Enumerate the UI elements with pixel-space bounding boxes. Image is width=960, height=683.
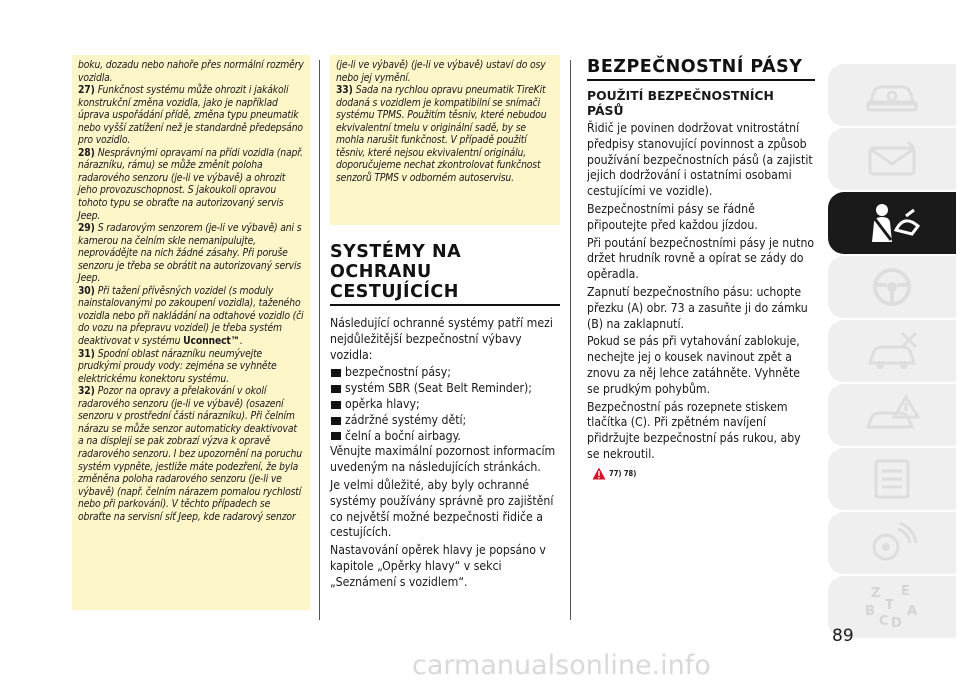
subheading-line-1: POUŽITÍ BEZPEČNOSTNÍCH <box>587 88 774 103</box>
note-text: Spodní oblast nárazníku neumývejte prudkými proudy vody: zejména se vyhněte elektrickému konektoru systému. <box>78 347 277 385</box>
index-letter: C <box>879 614 889 629</box>
note-number: 28) <box>78 146 98 159</box>
warning-note <box>78 348 304 386</box>
bullet-square-icon <box>331 385 341 393</box>
watermark: carmanualsonline.info <box>412 650 711 681</box>
index-letter: E <box>901 584 910 599</box>
list-item-text: zádržné systémy dětí; <box>345 412 467 427</box>
warning-notes-text <box>72 55 310 523</box>
warning-note <box>78 84 304 147</box>
warning-note <box>78 385 304 523</box>
warning-notes-box-1 <box>72 55 310 610</box>
index-letter: T <box>885 598 894 613</box>
column-separator-1 <box>319 60 320 620</box>
heading-line-2: CESTUJÍCÍCH <box>330 282 459 302</box>
warning-note <box>336 84 554 184</box>
tab-warning-lights[interactable] <box>828 128 956 190</box>
paragraph: Bezpečnostními pásy se řádně připoutejte před každou jízdou. <box>587 201 758 232</box>
steering-wheel-icon <box>860 265 924 309</box>
data-list-icon <box>860 457 924 501</box>
list-item <box>330 413 560 429</box>
warning-note <box>78 285 304 348</box>
protection-systems-list <box>330 365 560 444</box>
bullet-square-icon <box>331 432 341 440</box>
section-body <box>330 316 560 591</box>
alphabet-index-icon <box>857 583 927 631</box>
dashboard-car-icon <box>860 74 924 116</box>
warning-note <box>78 59 304 84</box>
paragraph: Při poutání bezpečnostními pásy je nutno držet hrudník rovně a opírat se zády do opěradla. <box>587 235 815 282</box>
index-letter: B <box>865 604 875 619</box>
index-letter: D <box>891 616 902 631</box>
bullet-square-icon <box>331 417 341 425</box>
warning-note <box>78 147 304 222</box>
warning-note <box>336 59 554 84</box>
seatbelt-safety-icon <box>860 200 924 246</box>
section-seat-belts <box>587 57 815 480</box>
list-item-text: čelní a boční airbagy. <box>345 428 461 443</box>
page-number: 89 <box>832 626 854 646</box>
heading-rule <box>587 79 815 81</box>
warning-reference-numbers: 77) 78) <box>609 468 637 478</box>
subheading-seat-belt-use <box>587 89 815 118</box>
warning-triangle-car-icon <box>860 393 924 437</box>
note-number: 29) <box>78 222 98 235</box>
bullet-square-icon <box>331 401 341 409</box>
list-item-text: opěrka hlavy; <box>345 396 420 411</box>
note-number: 32) <box>78 385 98 398</box>
index-letter: Z <box>871 586 881 601</box>
car-tools-icon <box>860 329 924 373</box>
brand-name: Uconnect™ <box>183 335 240 348</box>
list-item <box>330 429 560 445</box>
multimedia-icon <box>860 521 924 565</box>
note-text: Funkčnost systému může ohrozit i jakákoli konstrukční změna vozidla, jako je například úprava uspořádání přídě, změna typu pneumatik nebo vyšší zatížení než je standardně předepsáno pro vozidlo. <box>78 84 303 147</box>
paragraph: Nastavování opěrek hlavy je popsáno v kapitole „Opěrky hlavy“ v sekci „Seznámení s vozidlem“. <box>330 543 546 589</box>
note-text: S radarovým senzorem (je-li ve výbavě) ani s kamerou na čelním skle nemanipulujte, neprovádějte na nich žádné zásahy. Při poruše senzoru je třeba se obrátit na autorizovaný servis Jeep. <box>78 222 302 285</box>
note-number: 31) <box>78 347 98 360</box>
seat-belt-body <box>587 121 815 463</box>
list-item-text: bezpečnostní pásy; <box>345 365 451 380</box>
warning-lights-icon <box>860 138 924 180</box>
heading-rule <box>330 304 560 306</box>
note-text: Při tažení přívěsných vozidel (s moduly nainstalovanými po zakoupení vozidla), taženého vozidla nebo při nakládání na odtahové vozidlo (či do vozu na přepravu vozidel) je třeba systém deaktivovat v systému <box>78 284 304 348</box>
warning-notes-box-2 <box>330 55 560 225</box>
note-number: 30) <box>78 284 98 297</box>
section-occupant-protection <box>330 242 560 593</box>
tab-safety[interactable] <box>828 192 956 254</box>
intro-paragraph: Následující ochranné systémy patří mezi nejdůležitější bezpečnostní výbavy vozidla: <box>330 316 553 362</box>
bullet-square-icon <box>331 369 341 377</box>
column-separator-2 <box>570 60 571 620</box>
warning-notes-text-2 <box>330 55 560 184</box>
warning-reference <box>592 467 815 480</box>
note-text: Pozor na opravy a přelakování v okolí radarového senzoru (je-li ve výbavě) (osazení senzoru v prostřední části nárazníku). Při čelním nárazu se může senzor automaticky deaktivovat a na displeji se pak zobrazí výzva k opravě radarového senzoru. I bez upozornění na poruchu systém vypněte, jestliže máte podezření, že byla změněna poloha radarového senzoru (je-li ve výbavě) (např. čelním nárazem pomalou rychlostí nebo při parkování). V těchto případech se obraťte na servisní síť Jeep, kde radarový senzor <box>78 385 302 523</box>
paragraph: Je velmi důležité, aby byly ochranné systémy používány správně pro zajištění co největší možné bezpečnosti řidiče a cestujících. <box>330 477 554 540</box>
note-number: 33) <box>336 84 356 97</box>
index-letter: A <box>907 604 918 619</box>
note-text: Sada na rychlou opravu pneumatik TireKit dodaná s vozidlem je kompatibilní se snímači systému TPMS. Použitím těsniv, které nebudou ekvivalentní tmelu v originální sadě, by se mohla narušit funkčnost. V případě použití těsniv, které nejsou ekvivalentní originálu, doporučujeme nechat zkontrolovat funkčnost senzorů TPMS v odborném autoservisu. <box>336 84 547 184</box>
warning-note <box>78 222 304 285</box>
paragraph: Zapnutí bezpečnostního pásu: uchopte přezku (A) obr. 73 a zasuňte ji do zámku (B) na zaklapnutí. <box>587 284 808 331</box>
paragraph: Věnujte maximální pozornost informacím uvedeným na následujících stránkách. <box>330 444 556 475</box>
note-text-tail: . <box>239 335 243 348</box>
tab-multimedia[interactable] <box>828 512 956 574</box>
paragraph: Pokud se pás při vytahování zablokuje, nechejte jej o kousek navinout zpět a znovu za něj lehce zatáhněte. Vyhněte se prudkým pohybům. <box>587 334 801 396</box>
chapter-index-sidebar <box>828 64 960 640</box>
note-text: boku, dozadu nebo nahoře přes normální rozměry vozidla. <box>78 59 304 84</box>
tab-technical-data[interactable] <box>828 448 956 510</box>
warning-triangle-icon <box>592 467 606 480</box>
paragraph: Bezpečnostní pás rozepnete stiskem tlačítka (C). Při zpětném navíjení přidržujte bezpečnostní pás rukou, aby se nekroutil. <box>587 399 801 461</box>
paragraph: Řidič je povinen dodržovat vnitrostátní předpisy stanovující povinnost a způsob používání bezpečnostních pásů (a zajistit jejich dodržování i ostatními osobami cestujícími ve vozidle). <box>587 121 813 199</box>
note-number: 27) <box>78 84 98 97</box>
section-heading-seat-belts: BEZPEČNOSTNÍ PÁSY <box>587 57 803 77</box>
tab-emergency[interactable] <box>828 320 956 382</box>
list-item-text: systém SBR (Seat Belt Reminder); <box>345 381 532 396</box>
list-item <box>330 381 560 397</box>
note-text: (je-li ve výbavě) (je-li ve výbavě) ustaví do osy nebo jej vymění. <box>336 59 546 84</box>
section-heading-occupant-protection <box>330 242 560 302</box>
tab-dashboard[interactable] <box>828 64 956 126</box>
subheading-line-2: PÁSŮ <box>587 102 624 118</box>
tab-servicing[interactable] <box>828 384 956 446</box>
note-text: Nesprávnými opravami na přídi vozidla (např. nárazníku, rámu) se může změnit poloha radarového senzoru (je-li ve výbavě) a ohrozit jeho provozuschopnost. S jakoukoli opravou tohoto typu se obraťte na autorizovaný servis Jeep. <box>78 146 303 222</box>
tab-driving[interactable] <box>828 256 956 318</box>
heading-line-1: SYSTÉMY NA OCHRANU <box>330 242 462 282</box>
list-item <box>330 397 560 413</box>
list-item <box>330 365 560 381</box>
